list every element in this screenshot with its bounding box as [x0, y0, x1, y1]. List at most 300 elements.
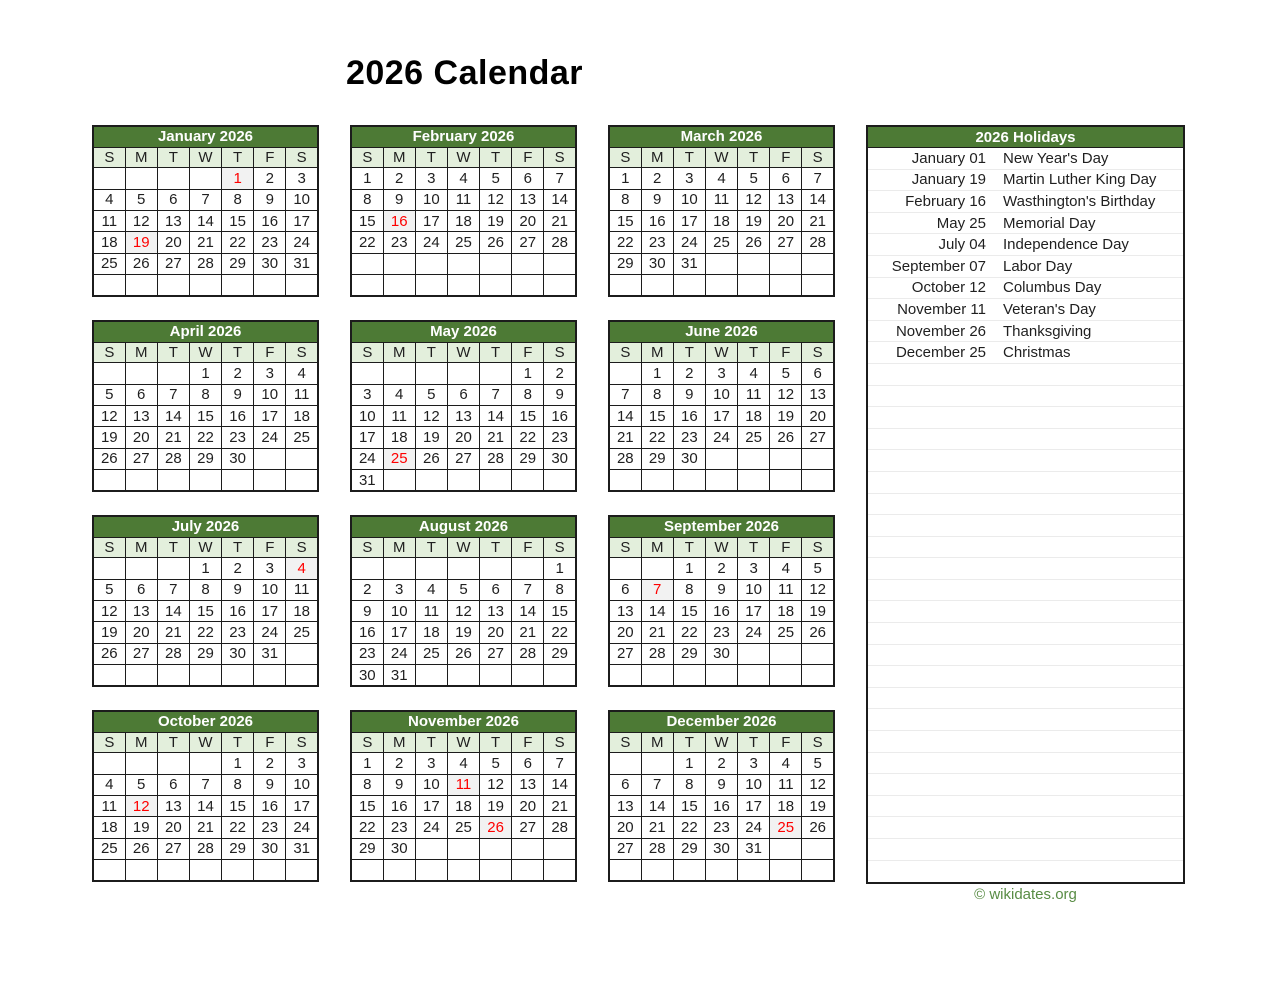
holiday-row-empty: [868, 839, 1183, 861]
empty-day-cell: [770, 665, 802, 686]
empty-day-cell: [802, 860, 834, 881]
weekday-header: M: [641, 342, 673, 362]
day-cell: 20: [125, 622, 157, 643]
weekday-header: S: [286, 342, 318, 362]
holiday-date: January 19: [911, 171, 986, 189]
day-cell: 26: [93, 448, 125, 469]
day-cell: 9: [673, 384, 705, 405]
day-cell: 10: [673, 189, 705, 210]
day-cell: 31: [738, 838, 770, 859]
day-cell: 6: [157, 774, 189, 795]
day-cell: 16: [383, 795, 415, 816]
empty-day-cell: [802, 643, 834, 664]
day-cell: 17: [705, 405, 737, 426]
empty-day-cell: [512, 860, 544, 881]
day-cell: 25: [286, 427, 318, 448]
day-cell: 21: [189, 817, 221, 838]
day-cell: 8: [641, 384, 673, 405]
day-cell: 17: [673, 210, 705, 231]
day-cell: 3: [673, 168, 705, 189]
day-cell: 27: [512, 232, 544, 253]
day-cell: 4: [770, 558, 802, 579]
empty-day-cell: [125, 275, 157, 296]
day-cell: 25: [738, 427, 770, 448]
day-cell: 13: [125, 600, 157, 621]
weekday-header: M: [641, 147, 673, 167]
day-cell: 5: [802, 558, 834, 579]
month-table-april: [92, 320, 319, 492]
day-cell: 9: [705, 774, 737, 795]
day-cell: 15: [222, 210, 254, 231]
holiday-row-empty: [868, 580, 1183, 602]
holiday-name: Martin Luther King Day: [1003, 171, 1157, 189]
day-cell: 22: [189, 427, 221, 448]
day-cell: 15: [512, 405, 544, 426]
day-cell: 1: [351, 753, 383, 774]
empty-day-cell: [189, 168, 221, 189]
day-cell: 28: [544, 817, 576, 838]
day-cell: 19: [125, 817, 157, 838]
day-cell: 28: [480, 448, 512, 469]
empty-day-cell: [480, 363, 512, 384]
empty-day-cell: [544, 470, 576, 491]
day-cell: 4: [93, 189, 125, 210]
empty-day-cell: [512, 275, 544, 296]
holidays-panel-title: 2026 Holidays: [868, 127, 1183, 148]
empty-day-cell: [641, 860, 673, 881]
weekday-header: T: [673, 147, 705, 167]
day-cell: 8: [351, 189, 383, 210]
day-cell: 17: [351, 427, 383, 448]
day-cell: 6: [770, 168, 802, 189]
empty-day-cell: [254, 470, 286, 491]
weekday-header: M: [383, 342, 415, 362]
empty-day-cell: [609, 753, 641, 774]
day-cell: 30: [351, 665, 383, 686]
day-cell: 3: [286, 168, 318, 189]
empty-day-cell: [383, 558, 415, 579]
day-cell: 30: [705, 838, 737, 859]
day-cell: 8: [189, 384, 221, 405]
day-cell: 27: [157, 253, 189, 274]
weekday-header: M: [125, 537, 157, 557]
day-cell: 8: [544, 579, 576, 600]
day-cell: 20: [125, 427, 157, 448]
empty-day-cell: [705, 860, 737, 881]
day-cell: 28: [189, 253, 221, 274]
day-cell: 28: [189, 838, 221, 859]
empty-day-cell: [447, 363, 479, 384]
weekday-header: W: [189, 537, 221, 557]
day-cell: 14: [544, 189, 576, 210]
day-cell: 13: [125, 405, 157, 426]
day-cell: 21: [480, 427, 512, 448]
empty-day-cell: [673, 860, 705, 881]
empty-day-cell: [286, 275, 318, 296]
empty-day-cell: [770, 470, 802, 491]
day-cell: 22: [544, 622, 576, 643]
weekday-header: S: [286, 147, 318, 167]
empty-day-cell: [802, 253, 834, 274]
day-cell: 12: [93, 405, 125, 426]
day-cell: 27: [480, 643, 512, 664]
weekday-header: T: [738, 732, 770, 752]
holiday-row-empty: [868, 515, 1183, 537]
empty-day-cell: [609, 665, 641, 686]
weekday-header: W: [189, 342, 221, 362]
weekday-header: S: [351, 342, 383, 362]
day-cell: 20: [512, 795, 544, 816]
weekday-header: T: [738, 342, 770, 362]
day-cell: 22: [512, 427, 544, 448]
holiday-row: [868, 256, 1183, 278]
empty-day-cell: [93, 363, 125, 384]
empty-day-cell: [415, 838, 447, 859]
day-cell: 26: [125, 253, 157, 274]
weekday-header: W: [447, 537, 479, 557]
empty-day-cell: [738, 860, 770, 881]
day-cell: 24: [705, 427, 737, 448]
day-cell: 7: [802, 168, 834, 189]
day-cell: 20: [157, 817, 189, 838]
day-cell: 9: [254, 189, 286, 210]
day-cell: 10: [286, 774, 318, 795]
holiday-row-empty: [868, 472, 1183, 494]
holiday-name: Veteran's Day: [1003, 300, 1096, 318]
day-cell: 16: [254, 210, 286, 231]
months-grid: [92, 125, 837, 882]
day-cell: 27: [770, 232, 802, 253]
day-cell: 21: [544, 210, 576, 231]
weekday-header: S: [93, 732, 125, 752]
day-cell: 23: [705, 817, 737, 838]
day-cell: 15: [641, 405, 673, 426]
day-cell: 16: [222, 600, 254, 621]
day-cell: 10: [351, 405, 383, 426]
empty-day-cell: [415, 860, 447, 881]
day-cell: 29: [673, 838, 705, 859]
day-cell: 11: [286, 579, 318, 600]
empty-day-cell: [157, 558, 189, 579]
weekday-header: S: [286, 732, 318, 752]
day-cell: 31: [286, 838, 318, 859]
day-cell: 29: [222, 253, 254, 274]
empty-day-cell: [286, 665, 318, 686]
day-cell: 7: [189, 189, 221, 210]
weekday-header: S: [351, 732, 383, 752]
month-table-january: [92, 125, 319, 297]
empty-day-cell: [383, 860, 415, 881]
day-cell: 25: [447, 232, 479, 253]
day-cell: 8: [673, 579, 705, 600]
day-cell: 10: [415, 774, 447, 795]
day-cell: 6: [125, 579, 157, 600]
day-cell: 9: [254, 774, 286, 795]
day-cell: 30: [254, 253, 286, 274]
day-cell: 15: [673, 600, 705, 621]
empty-day-cell: [125, 363, 157, 384]
weekday-header: T: [673, 342, 705, 362]
weekday-header: M: [383, 147, 415, 167]
empty-day-cell: [125, 665, 157, 686]
day-cell: 31: [286, 253, 318, 274]
day-cell: 23: [222, 427, 254, 448]
day-cell: 19: [738, 210, 770, 231]
empty-day-cell: [609, 363, 641, 384]
holiday-row-empty: [868, 601, 1183, 623]
empty-day-cell: [544, 860, 576, 881]
day-cell: 2: [544, 363, 576, 384]
weekday-header: S: [93, 147, 125, 167]
day-cell: 13: [447, 405, 479, 426]
day-cell: 13: [157, 795, 189, 816]
holiday-row: [868, 191, 1183, 213]
day-cell: 12: [415, 405, 447, 426]
holiday-row-empty: [868, 666, 1183, 688]
day-cell: 27: [125, 448, 157, 469]
day-cell: 23: [544, 427, 576, 448]
footer-copyright-link[interactable]: © wikidates.org: [974, 886, 1077, 903]
holiday-row-empty: [868, 386, 1183, 408]
day-cell: 21: [157, 622, 189, 643]
day-cell: 10: [286, 189, 318, 210]
holiday-row-empty: [868, 494, 1183, 516]
empty-day-cell: [609, 275, 641, 296]
day-cell: 10: [738, 774, 770, 795]
day-cell: 11: [415, 600, 447, 621]
holiday-row: [868, 213, 1183, 235]
day-cell: 25: [770, 622, 802, 643]
day-cell: 11: [770, 774, 802, 795]
day-cell: 19: [415, 427, 447, 448]
holiday-name: Wasthington's Birthday: [1003, 192, 1156, 210]
day-cell: 13: [512, 774, 544, 795]
day-cell: 19: [770, 405, 802, 426]
empty-day-cell: [383, 363, 415, 384]
day-cell: 31: [351, 470, 383, 491]
day-cell: 21: [609, 427, 641, 448]
empty-day-cell: [673, 470, 705, 491]
empty-day-cell: [609, 860, 641, 881]
day-cell: 3: [738, 558, 770, 579]
weekday-header: W: [705, 342, 737, 362]
weekday-header: W: [447, 342, 479, 362]
weekday-header: S: [544, 342, 576, 362]
empty-day-cell: [770, 643, 802, 664]
day-cell: 31: [383, 665, 415, 686]
day-cell: 11: [93, 210, 125, 231]
month-table-may: [350, 320, 577, 492]
day-cell: 21: [544, 795, 576, 816]
month-title: December 2026: [609, 711, 834, 732]
day-cell: 28: [544, 232, 576, 253]
day-cell: 2: [705, 558, 737, 579]
day-cell: 31: [673, 253, 705, 274]
day-cell: 22: [673, 817, 705, 838]
empty-day-cell: [222, 275, 254, 296]
weekday-header: M: [383, 537, 415, 557]
empty-day-cell: [415, 275, 447, 296]
day-cell: 24: [286, 232, 318, 253]
day-cell: 21: [189, 232, 221, 253]
day-cell: 22: [189, 622, 221, 643]
day-cell: 22: [673, 622, 705, 643]
empty-day-cell: [415, 558, 447, 579]
day-cell: 18: [770, 795, 802, 816]
day-cell: 17: [286, 795, 318, 816]
day-cell: 26: [415, 448, 447, 469]
day-cell: 6: [447, 384, 479, 405]
day-cell: 4: [286, 363, 318, 384]
day-cell: 27: [157, 838, 189, 859]
day-cell: 5: [125, 774, 157, 795]
day-cell: 29: [222, 838, 254, 859]
empty-day-cell: [770, 253, 802, 274]
empty-day-cell: [351, 558, 383, 579]
day-cell: 2: [705, 753, 737, 774]
day-cell: 16: [544, 405, 576, 426]
day-cell: 17: [254, 600, 286, 621]
day-cell: 5: [770, 363, 802, 384]
weekday-header: F: [770, 147, 802, 167]
weekday-header: S: [609, 537, 641, 557]
day-cell: 24: [415, 232, 447, 253]
weekday-header: T: [480, 537, 512, 557]
month-table-february: [350, 125, 577, 297]
day-cell: 23: [383, 232, 415, 253]
empty-day-cell: [93, 558, 125, 579]
empty-day-cell: [157, 363, 189, 384]
day-cell: 14: [480, 405, 512, 426]
empty-day-cell: [415, 363, 447, 384]
day-cell: 17: [383, 622, 415, 643]
day-cell: 9: [641, 189, 673, 210]
day-cell: 23: [705, 622, 737, 643]
day-cell: 18: [447, 795, 479, 816]
holiday-row: [868, 278, 1183, 300]
day-cell: 29: [189, 643, 221, 664]
day-cell: 13: [157, 210, 189, 231]
day-cell: 10: [415, 189, 447, 210]
day-cell: 24: [254, 622, 286, 643]
day-cell: 26: [480, 232, 512, 253]
empty-day-cell: [157, 168, 189, 189]
holiday-day-cell: 12: [125, 795, 157, 816]
day-cell: 29: [609, 253, 641, 274]
page-title: 2026 Calendar: [345, 54, 584, 92]
day-cell: 16: [705, 600, 737, 621]
day-cell: 2: [383, 753, 415, 774]
day-cell: 19: [93, 427, 125, 448]
weekday-header: F: [254, 147, 286, 167]
day-cell: 15: [189, 405, 221, 426]
holiday-name: Thanksgiving: [1003, 322, 1092, 340]
empty-day-cell: [480, 860, 512, 881]
holiday-row-empty: [868, 709, 1183, 731]
holiday-row-empty: [868, 429, 1183, 451]
day-cell: 4: [447, 753, 479, 774]
day-cell: 26: [770, 427, 802, 448]
day-cell: 9: [222, 579, 254, 600]
empty-day-cell: [157, 470, 189, 491]
weekday-header: M: [641, 732, 673, 752]
day-cell: 7: [512, 579, 544, 600]
weekday-header: T: [415, 147, 447, 167]
day-cell: 9: [351, 600, 383, 621]
day-cell: 10: [705, 384, 737, 405]
day-cell: 5: [480, 753, 512, 774]
weekday-header: T: [222, 342, 254, 362]
day-cell: 11: [738, 384, 770, 405]
day-cell: 7: [189, 774, 221, 795]
day-cell: 31: [254, 643, 286, 664]
day-cell: 7: [157, 579, 189, 600]
day-cell: 8: [222, 189, 254, 210]
day-cell: 29: [189, 448, 221, 469]
day-cell: 7: [641, 774, 673, 795]
day-cell: 15: [189, 600, 221, 621]
day-cell: 9: [383, 189, 415, 210]
weekday-header: F: [254, 537, 286, 557]
day-cell: 7: [544, 168, 576, 189]
day-cell: 2: [673, 363, 705, 384]
holiday-row-empty: [868, 796, 1183, 818]
weekday-header: W: [189, 732, 221, 752]
day-cell: 11: [447, 189, 479, 210]
day-cell: 5: [738, 168, 770, 189]
day-cell: 21: [802, 210, 834, 231]
day-cell: 18: [447, 210, 479, 231]
holiday-row-empty: [868, 645, 1183, 667]
holiday-date: December 25: [895, 344, 986, 362]
day-cell: 20: [802, 405, 834, 426]
day-cell: 8: [673, 774, 705, 795]
day-cell: 26: [125, 838, 157, 859]
day-cell: 5: [125, 189, 157, 210]
holiday-date: September 07: [891, 257, 986, 275]
day-cell: 22: [222, 232, 254, 253]
day-cell: 16: [705, 795, 737, 816]
day-cell: 6: [512, 753, 544, 774]
weekday-header: S: [544, 732, 576, 752]
day-cell: 4: [447, 168, 479, 189]
month-title: July 2026: [93, 516, 318, 537]
day-cell: 14: [544, 774, 576, 795]
empty-day-cell: [641, 753, 673, 774]
day-cell: 27: [447, 448, 479, 469]
day-cell: 23: [222, 622, 254, 643]
day-cell: 14: [641, 795, 673, 816]
empty-day-cell: [189, 275, 221, 296]
day-cell: 23: [673, 427, 705, 448]
empty-day-cell: [93, 168, 125, 189]
empty-day-cell: [93, 860, 125, 881]
day-cell: 16: [222, 405, 254, 426]
day-cell: 17: [254, 405, 286, 426]
weekday-header: W: [705, 537, 737, 557]
weekday-header: F: [512, 342, 544, 362]
empty-day-cell: [480, 665, 512, 686]
day-cell: 6: [480, 579, 512, 600]
day-cell: 17: [286, 210, 318, 231]
empty-day-cell: [738, 643, 770, 664]
day-cell: 5: [93, 384, 125, 405]
empty-day-cell: [705, 253, 737, 274]
empty-day-cell: [286, 470, 318, 491]
empty-day-cell: [286, 643, 318, 664]
day-cell: 1: [673, 558, 705, 579]
empty-day-cell: [125, 168, 157, 189]
